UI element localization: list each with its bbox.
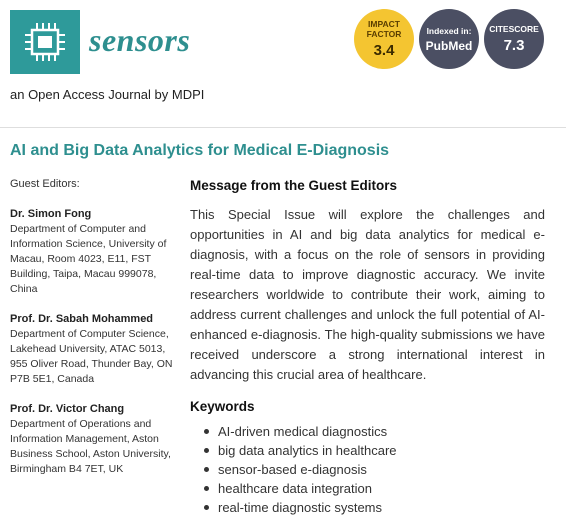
- badge-label: CITESCORE: [489, 24, 539, 34]
- badge-value: PubMed: [425, 38, 473, 53]
- editor-name: Prof. Dr. Victor Chang: [10, 403, 125, 415]
- editor-entry: [10, 313, 175, 387]
- guest-editors-label: Guest Editors:: [10, 178, 80, 190]
- editor-address: Department of Computer Science, Lakehead University, ATAC 5013, 955 Oliver Road, Thunder Bay, ON P7B 5E1, Canada: [10, 328, 173, 385]
- impact-factor-badge: [354, 9, 414, 69]
- editor-address: Department of Computer and Information Science, University of Macau, Room 4023, E11, FST Building, Taipa, Macau 999078, China: [10, 223, 167, 295]
- editor-name: Prof. Dr. Sabah Mohammed: [10, 313, 154, 325]
- keyword-item: big data analytics in healthcare: [218, 441, 545, 460]
- keywords-title: Keywords: [190, 399, 255, 414]
- journal-logo: [10, 10, 80, 74]
- editor-name: Dr. Simon Fong: [10, 208, 92, 220]
- badge-label: IMPACT FACTOR: [366, 19, 402, 39]
- editor-entry: [10, 208, 175, 297]
- message-body: This Special Issue will explore the challenges and opportunities in AI and big data analytics for medical e-diagnosis, with a focus on the role of sensors in providing real-time data to improve diagnostic accuracy. We invite researchers worldwide to contribute their work, aiming to address current challenges and unlock the full potential of AI-enhanced e-diagnosis. The high-quality submissions we have received underscore a strong international interest in advancing this crucial area of healthcare.: [190, 207, 545, 382]
- keyword-item: real-time diagnostic systems: [218, 498, 545, 517]
- message-title: Message from the Guest Editors: [190, 178, 398, 193]
- citescore-badge: [484, 9, 544, 69]
- badge-label: Indexed in:: [426, 25, 472, 36]
- special-issue-title: AI and Big Data Analytics for Medical E-Diagnosis: [10, 142, 390, 159]
- badge-value: 3.4: [373, 42, 395, 59]
- keywords-list: [190, 422, 545, 517]
- editor-entry: [10, 403, 175, 477]
- journal-subtitle: an Open Access Journal by MDPI: [10, 87, 205, 102]
- badge-value: 7.3: [503, 37, 525, 54]
- journal-name: sensors: [89, 22, 191, 58]
- chip-icon: [23, 22, 67, 62]
- keyword-item: sensor-based e-diagnosis: [218, 460, 545, 479]
- keyword-item: AI-driven medical diagnostics: [218, 422, 545, 441]
- guest-editors-column: [10, 178, 175, 493]
- editor-address: Department of Operations and Information Management, Aston Business School, Aston University, Birmingham B4 7ET, UK: [10, 418, 171, 475]
- divider: [0, 127, 566, 128]
- message-column: [190, 178, 545, 517]
- keyword-item: healthcare data integration: [218, 479, 545, 498]
- pubmed-badge: [419, 9, 479, 69]
